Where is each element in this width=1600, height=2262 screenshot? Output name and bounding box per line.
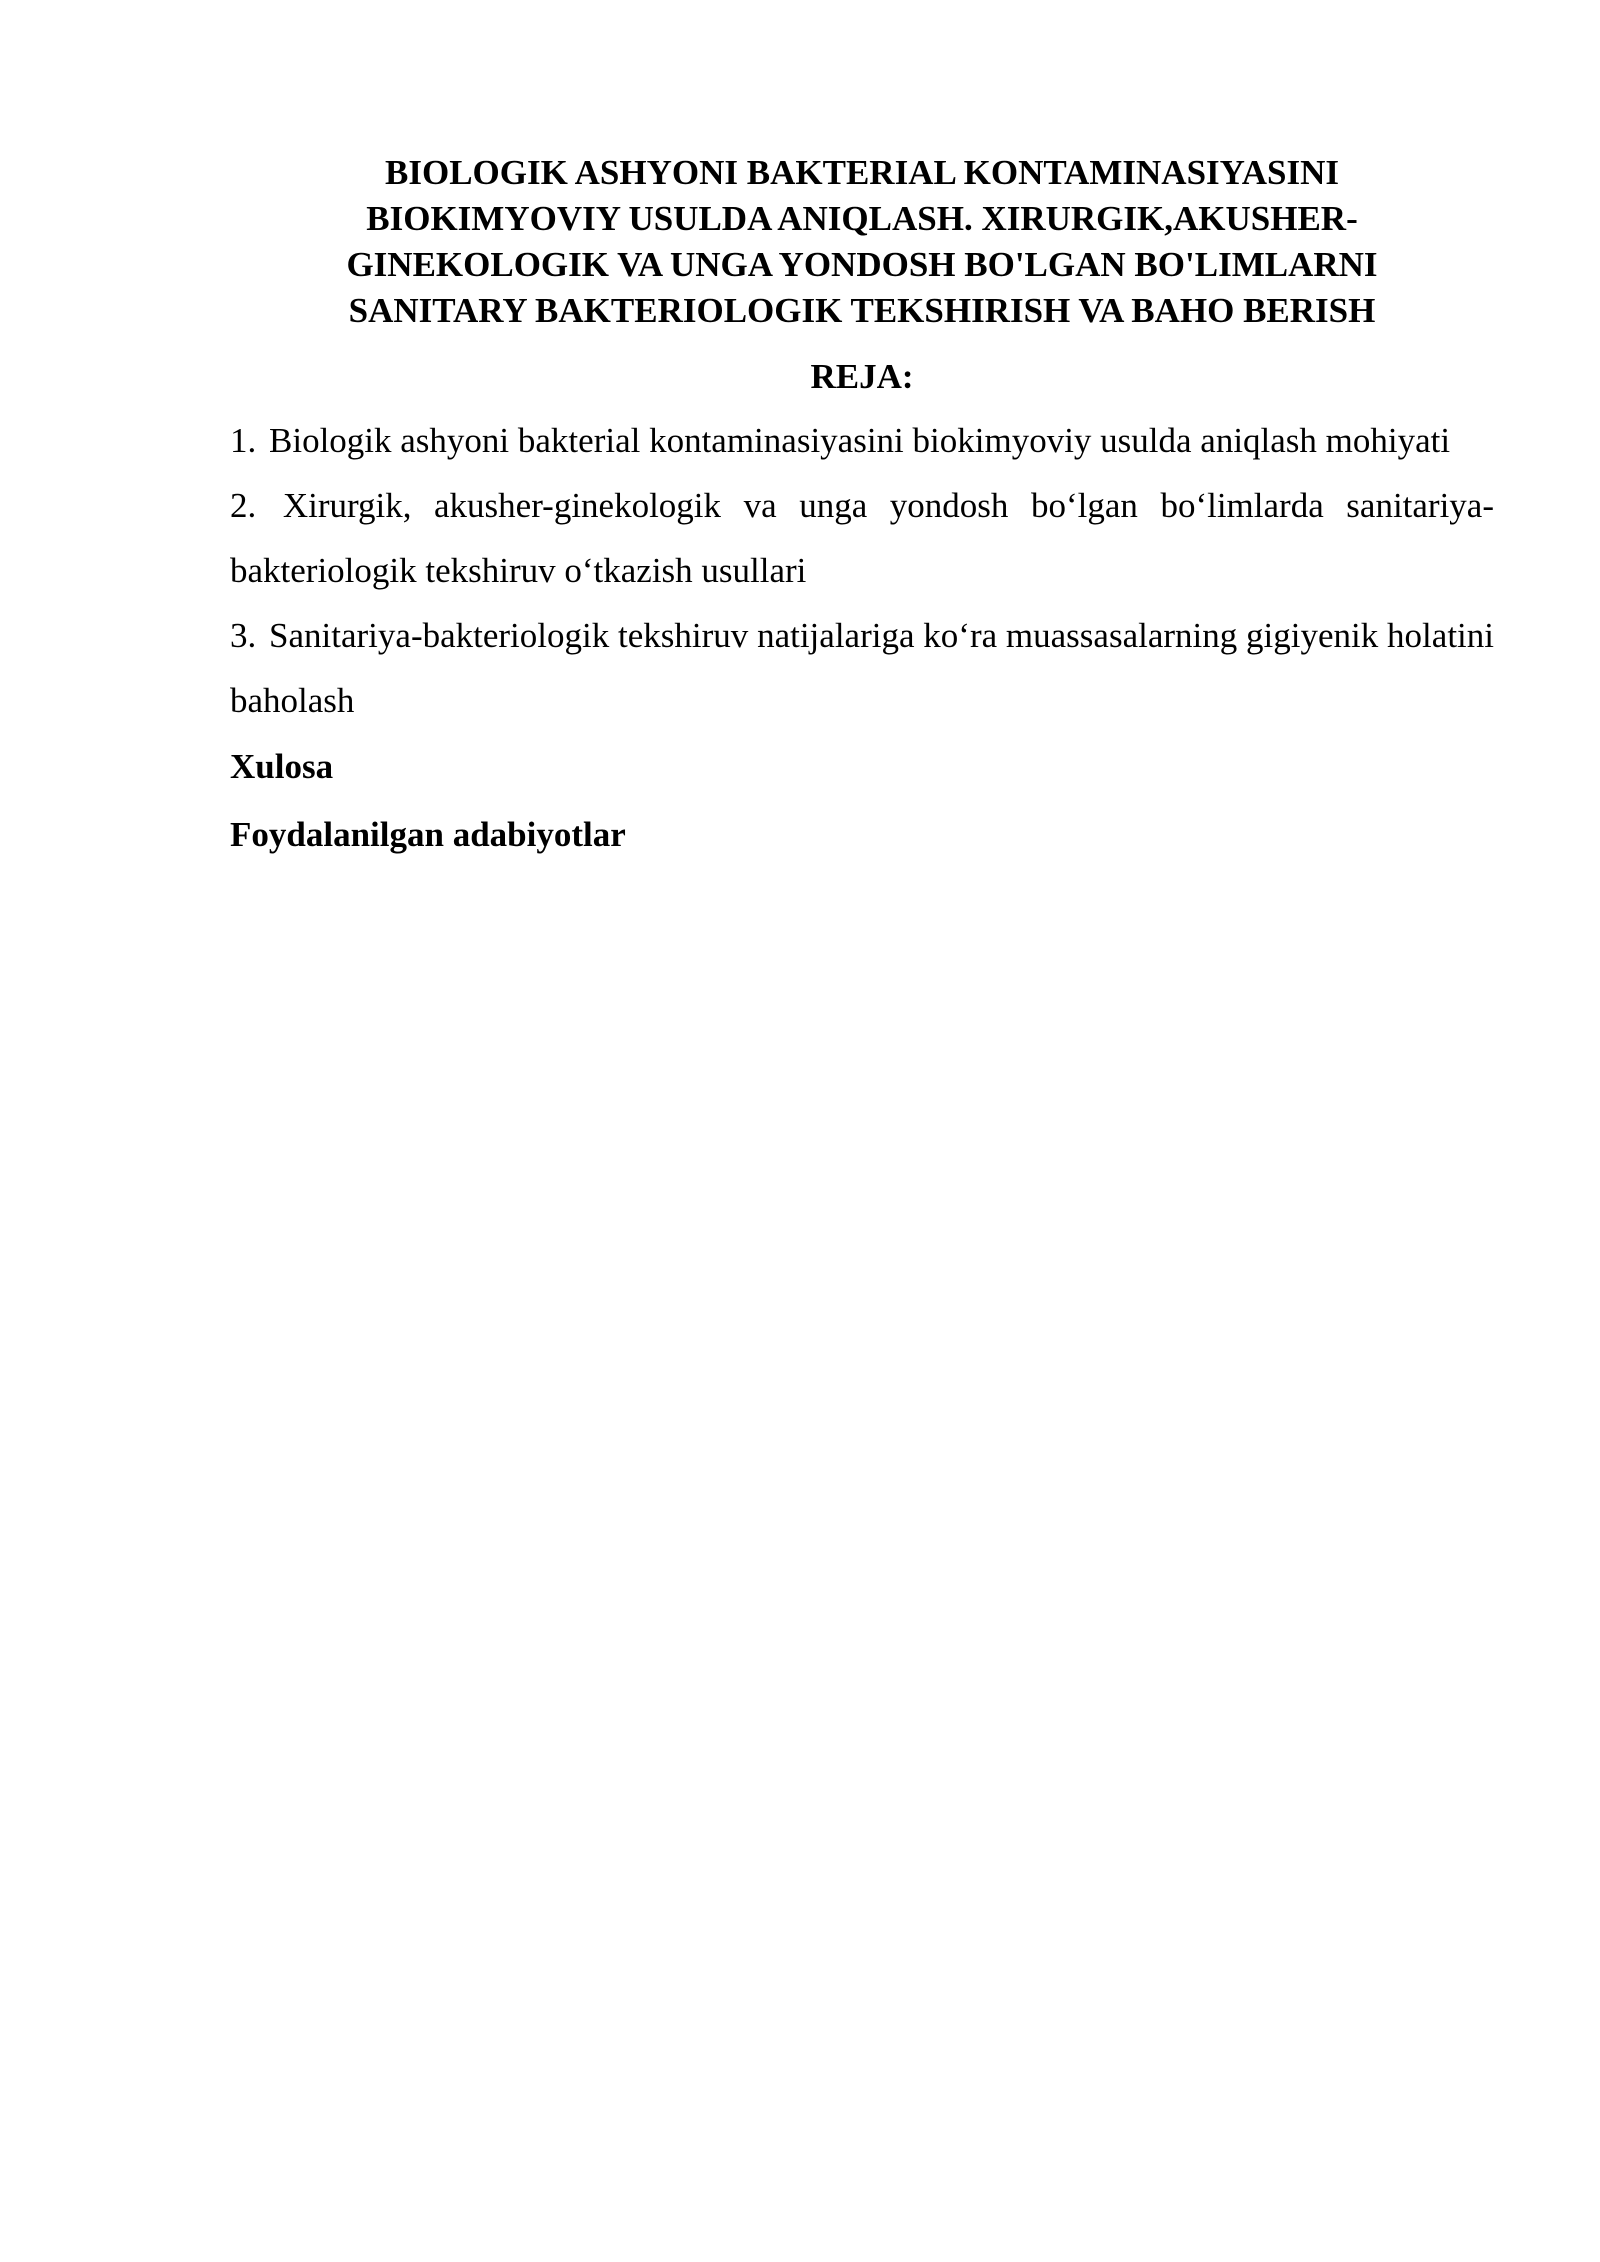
plan-item-number: 1. bbox=[230, 421, 257, 460]
conclusion-label: Xulosa bbox=[230, 747, 334, 786]
plan-heading: REJA: bbox=[810, 357, 914, 396]
title-line: SANITARY BAKTERIOLOGIK TEKSHIRISH VA BAHO BERISH bbox=[348, 291, 1376, 330]
plan-item-number: 3. bbox=[230, 616, 257, 655]
plan-item-text: Xirurgik, akusher-ginekologik va unga yondosh bo‘lgan bo‘limlarda sanitariya-bakteriologik tekshiruv o‘tkazish usullari bbox=[230, 486, 1494, 590]
plan-item-number: 2. bbox=[230, 486, 257, 525]
title-line: BIOKIMYOVIY USULDA ANIQLASH. XIRURGIK,AKUSHER- bbox=[366, 199, 1358, 238]
document-title bbox=[230, 150, 1494, 334]
plan-list bbox=[230, 408, 1494, 733]
plan-item-3 bbox=[230, 603, 1494, 733]
plan-item-2 bbox=[230, 473, 1494, 603]
plan-item-1 bbox=[230, 408, 1494, 473]
title-line: GINEKOLOGIK VA UNGA YONDOSH BO'LGAN BO'LIMLARNI bbox=[346, 245, 1378, 284]
references-label: Foydalanilgan adabiyotlar bbox=[230, 815, 626, 854]
plan-item-text: Sanitariya-bakteriologik tekshiruv natijalariga ko‘ra muassasalarning gigiyenik holatini baholash bbox=[230, 616, 1494, 720]
title-line: BIOLOGIK ASHYONI BAKTERIAL KONTAMINASIYASINI bbox=[385, 153, 1339, 192]
plan-item-text: Biologik ashyoni bakterial kontaminasiyasini biokimyoviy usulda aniqlash mohiyati bbox=[269, 421, 1451, 460]
document-page bbox=[230, 150, 1494, 869]
